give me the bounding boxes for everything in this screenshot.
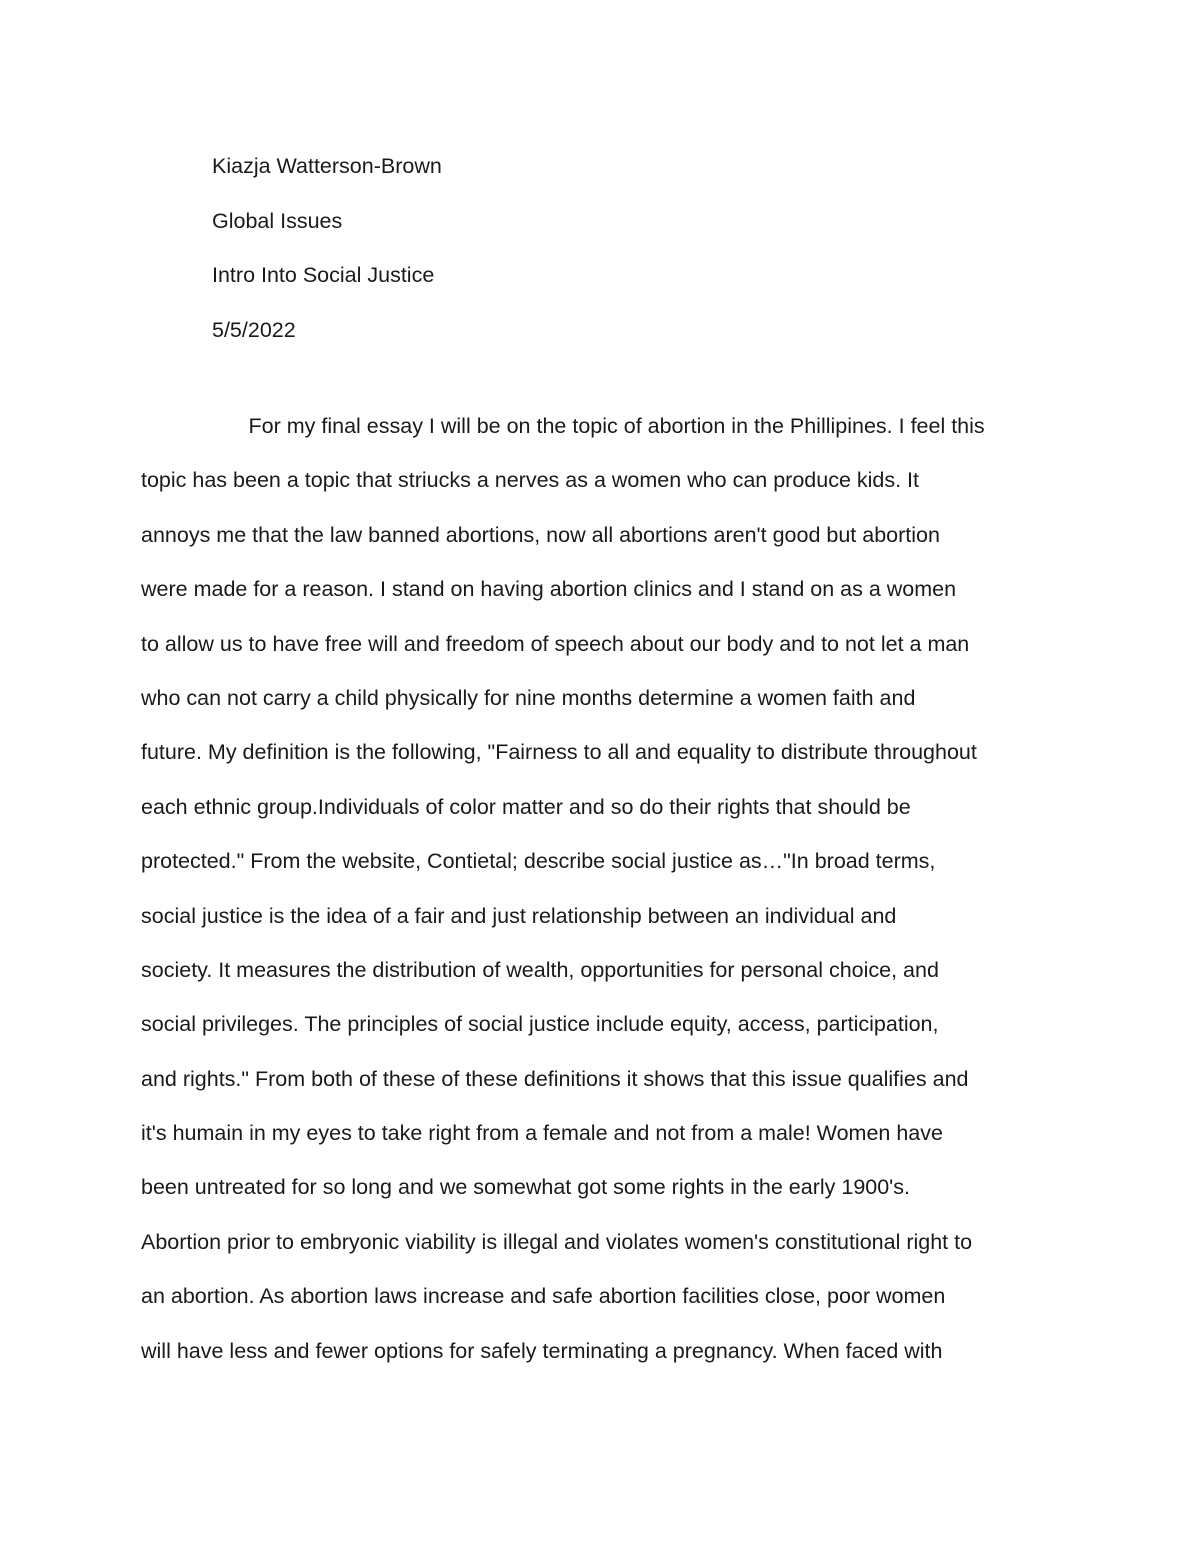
essay-line: protected." From the website, Contietal; describe social justice as…"In broad terms, xyxy=(141,849,936,874)
author-name: Kiazja Watterson-Brown xyxy=(212,154,442,178)
essay-body xyxy=(141,399,1081,1378)
essay-line: annoys me that the law banned abortions, now all abortions aren't good but abortion xyxy=(141,522,940,547)
document-date: 5/5/2022 xyxy=(212,317,296,342)
essay-line: and rights." From both of these of these definitions it shows that this issue qualifies and xyxy=(141,1066,969,1091)
essay-line: will have less and fewer options for safely terminating a pregnancy. When faced with xyxy=(141,1338,943,1363)
essay-line: social justice is the idea of a fair and just relationship between an individual and xyxy=(141,903,897,928)
essay-line: to allow us to have free will and freedom of speech about our body and to not let a man xyxy=(141,631,970,656)
essay-line: it's humain in my eyes to take right from a female and not from a male! Women have xyxy=(141,1121,943,1146)
essay-line: topic has been a topic that striucks a nerves as a women who can produce kids. It xyxy=(141,468,919,493)
essay-line: who can not carry a child physically for nine months determine a women faith and xyxy=(141,685,916,710)
document-header xyxy=(212,139,442,357)
essay-line: been untreated for so long and we somewhat got some rights in the early 1900's. xyxy=(141,1175,911,1200)
essay-line: society. It measures the distribution of wealth, opportunities for personal choice, and xyxy=(141,957,939,982)
essay-line: social privileges. The principles of social justice include equity, access, participation, xyxy=(141,1012,939,1037)
essay-line: were made for a reason. I stand on having abortion clinics and I stand on as a women xyxy=(141,577,957,602)
assignment-title: Intro Into Social Justice xyxy=(212,263,435,287)
course-name: Global Issues xyxy=(212,208,343,233)
essay-line: each ethnic group.Individuals of color matter and so do their rights that should be xyxy=(141,794,911,819)
essay-line: For my final essay I will be on the topic of abortion in the Phillipines. I feel this xyxy=(141,414,985,438)
essay-line: future. My definition is the following, "Fairness to all and equality to distribute throughout xyxy=(141,740,977,765)
essay-line: an abortion. As abortion laws increase and safe abortion facilities close, poor women xyxy=(141,1284,946,1309)
essay-line: Abortion prior to embryonic viability is illegal and violates women's constitutional right to xyxy=(141,1229,973,1254)
